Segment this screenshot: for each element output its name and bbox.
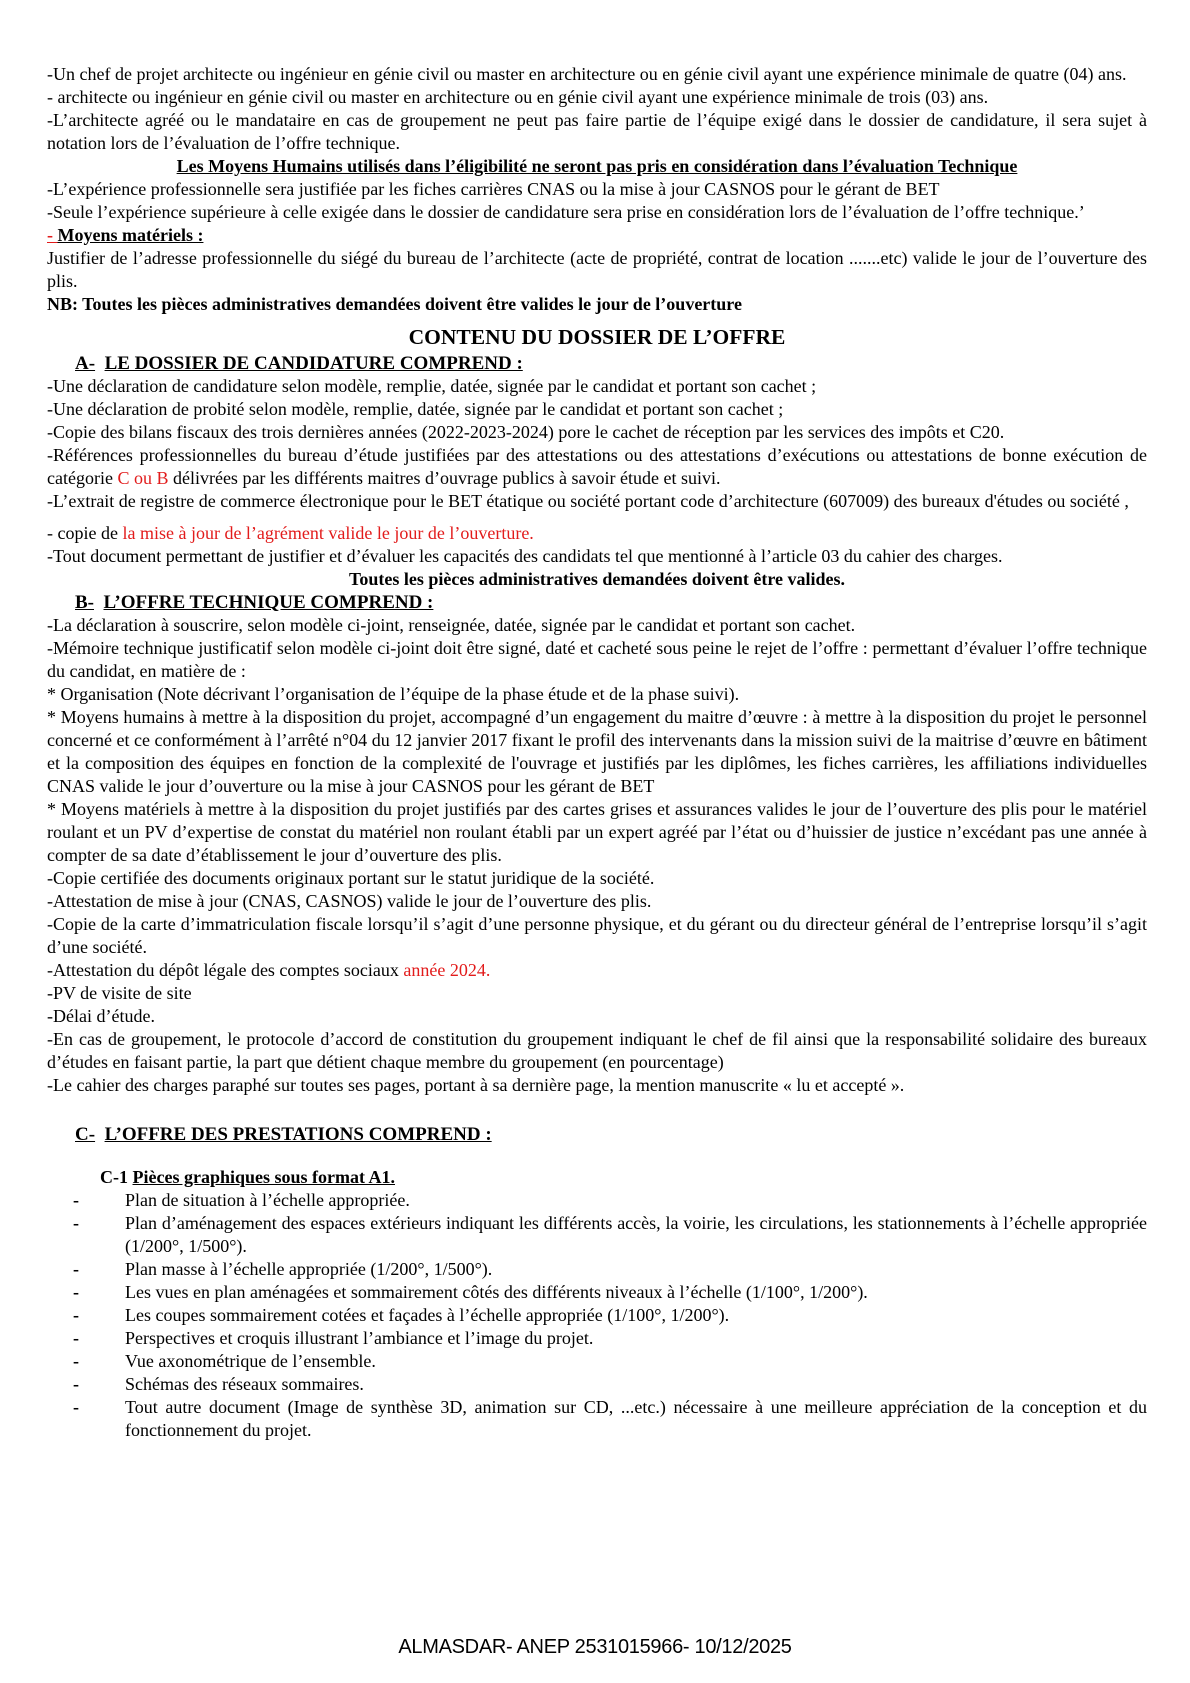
- text-run: Plan masse à l’échelle appropriée (1/200°, 1/500°).: [125, 1259, 493, 1279]
- list-item-plan-masse: [47, 1258, 1147, 1281]
- para-declaration-souscrire: [47, 614, 1147, 637]
- para-bilans-fiscaux: [47, 421, 1147, 444]
- para-moyens-humains: [47, 706, 1147, 798]
- text-run: Toutes les pièces administratives demandées doivent être valides.: [349, 569, 845, 589]
- note-moyens-humains: [47, 155, 1147, 178]
- para-experience-superieure: [47, 201, 1147, 224]
- text-run: B-: [75, 592, 94, 613]
- list-item-perspectives: [47, 1327, 1147, 1350]
- para-copie-certifiee: [47, 867, 1147, 890]
- text-run: C-: [75, 1124, 96, 1145]
- para-architecte: [47, 86, 1147, 109]
- list-dash-marker: -: [73, 1305, 79, 1325]
- list-dash-marker: -: [73, 1282, 79, 1302]
- text-run: - architecte ou ingénieur en génie civil ou master en architecture ou en génie civil ayant une expérience minimale de trois (03) ans.: [47, 87, 989, 107]
- para-chef-projet: [47, 63, 1147, 86]
- heading-c1: [47, 1166, 1147, 1189]
- text-run: -: [47, 225, 58, 245]
- para-organisation: [47, 683, 1147, 706]
- para-cahier-charges: [47, 1074, 1147, 1097]
- para-delai-etude: [47, 1005, 1147, 1028]
- para-declaration-probite: [47, 398, 1147, 421]
- heading-a: [47, 352, 1147, 375]
- para-groupement: [47, 1028, 1147, 1074]
- list-item-plan-situation: [47, 1189, 1147, 1212]
- text-run: Justifier de l’adresse professionnelle du siégé du bureau de l’architecte (acte de propriété, contrat de location .......etc) valide le jour de l’ouverture des plis.: [47, 248, 1147, 291]
- para-architecte-agree: [47, 109, 1147, 155]
- list-dash-marker: -: [73, 1374, 79, 1394]
- para-justifier-adresse: [47, 247, 1147, 293]
- text-run: -Tout document permettant de justifier et d’évaluer les capacités des candidats tel que mentionné à l’article 03 du cahier des charges.: [47, 546, 1003, 566]
- text-run: L’OFFRE DES PRESTATIONS COMPREND :: [104, 1124, 492, 1145]
- para-nb: [47, 293, 1147, 316]
- text-run: Plan de situation à l’échelle appropriée.: [125, 1190, 410, 1210]
- text-run: Tout autre document (Image de synthèse 3D, animation sur CD, ...etc.) nécessaire à une meilleure appréciation de la conception et du fonctionnement du projet.: [125, 1397, 1147, 1440]
- page-title: [47, 322, 1147, 352]
- text-run: -Références professionnelles du bureau d’étude justifiées par des attestations ou des attestations d’exécutions ou attestations de bonne exécution de catégorie: [47, 445, 1147, 488]
- text-run: * Moyens matériels à mettre à la disposition du projet justifiés par des cartes grises et assurances valides le jour de l’ouverture des plis pour le matériel roulant et un PV d’expertise de constat du matériel non roulant établi par un expert agréé par l’état ou d’huissier de justice n’excédant pas une année à compter de sa date d’établissement le jour d’ouverture des plis.: [47, 799, 1147, 865]
- text-run: Schémas des réseaux sommaires.: [125, 1374, 364, 1394]
- text-run: LE DOSSIER DE CANDIDATURE COMPREND :: [104, 353, 523, 374]
- text-run: [94, 592, 104, 613]
- para-pv-visite: [47, 982, 1147, 1005]
- text-run: -Mémoire technique justificatif selon modèle ci-joint doit être signé, daté et cacheté sous peine le rejet de l’offre : permettant d’évaluer l’offre technique du candidat, en matière de :: [47, 638, 1147, 681]
- text-run: -Copie certifiée des documents originaux portant sur le statut juridique de la société.: [47, 868, 655, 888]
- text-run: Les coupes sommairement cotées et façades à l’échelle appropriée (1/100°, 1/200°).: [125, 1305, 730, 1325]
- text-run: A-: [75, 353, 96, 374]
- text-run: délivrées par les différents maitres d’ouvrage publics à savoir étude et suivi.: [168, 468, 721, 488]
- text-run: -L’extrait de registre de commerce électronique pour le BET étatique ou société portant code d’architecture (607009) des bureaux d'études ou société ,: [47, 491, 1129, 511]
- text-run: Perspectives et croquis illustrant l’ambiance et l’image du projet.: [125, 1328, 594, 1348]
- text-run: -Le cahier des charges paraphé sur toutes ses pages, portant à sa dernière page, la mention manuscrite « lu et accepté ».: [47, 1075, 905, 1095]
- text-run: année 2024.: [403, 960, 491, 980]
- heading-b: [47, 591, 1147, 614]
- para-attestation-mise-a-jour: [47, 890, 1147, 913]
- para-memoire-technique: [47, 637, 1147, 683]
- text-run: -Seule l’expérience supérieure à celle exigée dans le dossier de candidature sera prise en considération lors de l’évaluation de l’offre technique.’: [47, 202, 1085, 222]
- list-dash-marker: -: [73, 1213, 79, 1233]
- para-experience-cnas: [47, 178, 1147, 201]
- text-run: Les vues en plan aménagées et sommairement côtés des différents niveaux à l’échelle (1/100°, 1/200°).: [125, 1282, 868, 1302]
- para-carte-immatriculation: [47, 913, 1147, 959]
- text-run: Les Moyens Humains utilisés dans l’éligibilité ne seront pas pris en considération dans l’évaluation Technique: [176, 156, 1018, 176]
- heading-moyens-materiels: [47, 224, 1147, 247]
- list-dash-marker: -: [73, 1259, 79, 1279]
- text-run: -Attestation de mise à jour (CNAS, CASNOS) valide le jour de l’ouverture des plis.: [47, 891, 652, 911]
- text-run: -Copie de la carte d’immatriculation fiscale lorsqu’il s’agit d’une personne physique, et du gérant ou du directeur général de l’entreprise lorsqu’il s’agit d’une société.: [47, 914, 1147, 957]
- heading-c: [47, 1123, 1147, 1146]
- text-run: -La déclaration à souscrire, selon modèle ci-joint, renseignée, datée, signée par le candidat et portant son cachet.: [47, 615, 856, 635]
- list-item-coupes: [47, 1304, 1147, 1327]
- para-tout-document: [47, 545, 1147, 568]
- para-copie-agrement: [47, 522, 1147, 545]
- text-run: -Attestation du dépôt légale des comptes sociaux: [47, 960, 404, 980]
- text-run: NB: Toutes les pièces administratives demandées doivent être valides le jour de l’ouverture: [47, 294, 742, 314]
- text-run: -Délai d’étude.: [47, 1006, 155, 1026]
- text-run: - copie de: [47, 523, 123, 543]
- text-run: Plan d’aménagement des espaces extérieurs indiquant les différents accès, la voirie, les circulations, les stationnements à l’échelle appropriée (1/200°, 1/500°).: [125, 1213, 1147, 1256]
- text-run: C ou B: [117, 468, 169, 488]
- text-run: Moyens matériels :: [57, 225, 204, 245]
- text-run: -L’architecte agréé ou le mandataire en cas de groupement ne peut pas faire partie de l’équipe exigé dans le dossier de candidature, il sera sujet à notation lors de l’évaluation de l’offre technique.: [47, 110, 1147, 153]
- document-body: [47, 63, 1147, 1442]
- para-declaration-candidature: [47, 375, 1147, 398]
- text-run: -Une déclaration de probité selon modèle, remplie, datée, signée par le candidat et portant son cachet ;: [47, 399, 784, 419]
- text-run: -PV de visite de site: [47, 983, 192, 1003]
- list-item-vue-axonometrique: [47, 1350, 1147, 1373]
- text-run: L’OFFRE TECHNIQUE COMPREND :: [103, 592, 434, 613]
- publication-footer: ALMASDAR- ANEP 2531015966- 10/12/2025: [398, 1636, 792, 1658]
- text-run: -Une déclaration de candidature selon modèle, remplie, datée, signée par le candidat et portant son cachet ;: [47, 376, 817, 396]
- text-run: C-1: [100, 1167, 133, 1187]
- note-pieces-valides: [47, 568, 1147, 591]
- text-run: -En cas de groupement, le protocole d’accord de constitution du groupement indiquant le chef de fil ainsi que la responsabilité solidaire des bureaux d’études en faisant partie, la part que détient chaque membre du groupement (en pourcentage): [47, 1029, 1147, 1072]
- text-run: * Organisation (Note décrivant l’organisation de l’équipe de la phase étude et de la phase suivi).: [47, 684, 740, 704]
- text-run: * Moyens humains à mettre à la disposition du projet, accompagné d’un engagement du maitre d’œuvre : à mettre à la disposition du projet le personnel concerné et ce conformément à l’arrêté n°04 du 12 janvier 2017 fixant le profil des intervenants dans la mission suivi de la maitrise d’œuvre en bâtiment et la composition des équipes en fonction de la complexité de l'ouvrage et justifiés par les diplômes, les fiches carrières, les affiliations individuelles CNAS valide le jour d’ouverture ou la mise à jour CASNOS pour les gérant de BET: [47, 707, 1147, 796]
- para-depot-legal: [47, 959, 1147, 982]
- para-extrait-registre: [47, 490, 1147, 513]
- text-run: -L’expérience professionnelle sera justifiée par les fiches carrières CNAS ou la mise à jour CASNOS pour le gérant de BET: [47, 179, 940, 199]
- list-item-plan-amenagement: [47, 1212, 1147, 1258]
- text-run: la mise à jour de l’agrément valide le jour de l’ouverture.: [122, 523, 534, 543]
- text-run: [95, 353, 105, 374]
- list-dash-marker: -: [73, 1397, 79, 1417]
- text-run: Pièces graphiques sous format A1.: [132, 1167, 395, 1187]
- list-dash-marker: -: [73, 1328, 79, 1348]
- para-references-professionnelles: [47, 444, 1147, 490]
- list-dash-marker: -: [73, 1190, 79, 1210]
- list-dash-marker: -: [73, 1351, 79, 1371]
- list-item-vues-en-plan: [47, 1281, 1147, 1304]
- text-run: Vue axonométrique de l’ensemble.: [125, 1351, 376, 1371]
- text-run: CONTENU DU DOSSIER DE L’OFFRE: [408, 325, 786, 349]
- text-run: -Copie des bilans fiscaux des trois dernières années (2022-2023-2024) pore le cachet de réception par les services des impôts et C20.: [47, 422, 1005, 442]
- list-item-schemas-reseaux: [47, 1373, 1147, 1396]
- text-run: -Un chef de projet architecte ou ingénieur en génie civil ou master en architecture ou en génie civil ayant une expérience minimale de quatre (04) ans.: [47, 64, 1127, 84]
- list-item-autre-document: [47, 1396, 1147, 1442]
- para-moyens-materiels-projet: [47, 798, 1147, 867]
- text-run: [95, 1124, 105, 1145]
